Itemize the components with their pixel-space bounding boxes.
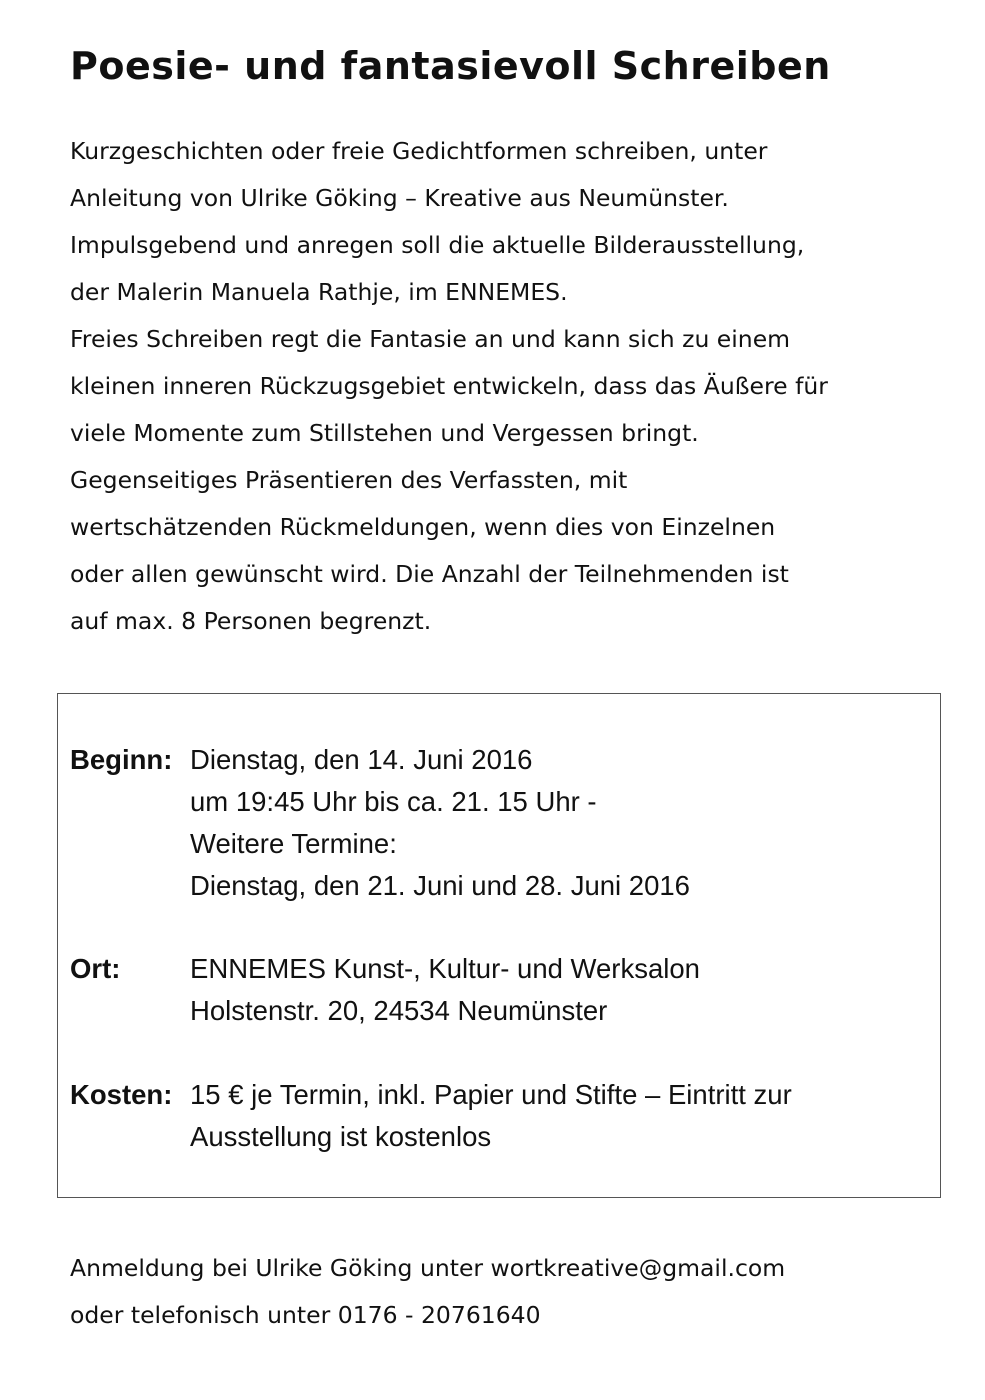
intro-line: oder allen gewünscht wird. Die Anzahl der Teilnehmenden ist bbox=[70, 560, 789, 588]
beginn-line: Weitere Termine: bbox=[190, 828, 397, 859]
ort-label: Ort: bbox=[70, 953, 121, 984]
ort-line: ENNEMES Kunst-, Kultur- und Werksalon bbox=[190, 953, 700, 984]
intro-line: Impulsgebend und anregen soll die aktuelle Bilderausstellung, bbox=[70, 231, 805, 259]
intro-line: Gegenseitiges Präsentieren des Verfassten, mit bbox=[70, 466, 628, 494]
intro-line: Freies Schreiben regt die Fantasie an und kann sich zu einem bbox=[70, 325, 791, 353]
beginn-line: Dienstag, den 21. Juni und 28. Juni 2016 bbox=[190, 870, 690, 901]
intro-line: Anleitung von Ulrike Göking – Kreative aus Neumünster. bbox=[70, 184, 729, 212]
kosten-label: Kosten: bbox=[70, 1079, 173, 1110]
beginn-line: Dienstag, den 14. Juni 2016 bbox=[190, 744, 533, 775]
kosten-line: Ausstellung ist kostenlos bbox=[190, 1121, 492, 1152]
intro-line: auf max. 8 Personen begrenzt. bbox=[70, 607, 432, 635]
footer-line: oder telefonisch unter 0176 - 20761640 bbox=[70, 1301, 541, 1329]
intro-paragraph bbox=[70, 128, 828, 645]
registration-info bbox=[70, 1245, 785, 1339]
intro-line: der Malerin Manuela Rathje, im ENNEMES. bbox=[70, 278, 568, 306]
intro-line: viele Momente zum Stillstehen und Vergessen bringt. bbox=[70, 419, 699, 447]
intro-line: wertschätzenden Rückmeldungen, wenn dies von Einzelnen bbox=[70, 513, 776, 541]
intro-line: Kurzgeschichten oder freie Gedichtformen schreiben, unter bbox=[70, 137, 768, 165]
beginn-line: um 19:45 Uhr bis ca. 21. 15 Uhr - bbox=[190, 786, 597, 817]
ort-line: Holstenstr. 20, 24534 Neumünster bbox=[190, 995, 608, 1026]
footer-line: Anmeldung bei Ulrike Göking unter wortkreative@gmail.com bbox=[70, 1254, 786, 1282]
beginn-label: Beginn: bbox=[70, 744, 173, 775]
kosten-line: 15 € je Termin, inkl. Papier und Stifte – Eintritt zur bbox=[190, 1079, 792, 1110]
intro-line: kleinen inneren Rückzugsgebiet entwickeln, dass das Äußere für bbox=[70, 372, 828, 400]
page-title: Poesie- und fantasievoll Schreiben bbox=[70, 44, 831, 88]
